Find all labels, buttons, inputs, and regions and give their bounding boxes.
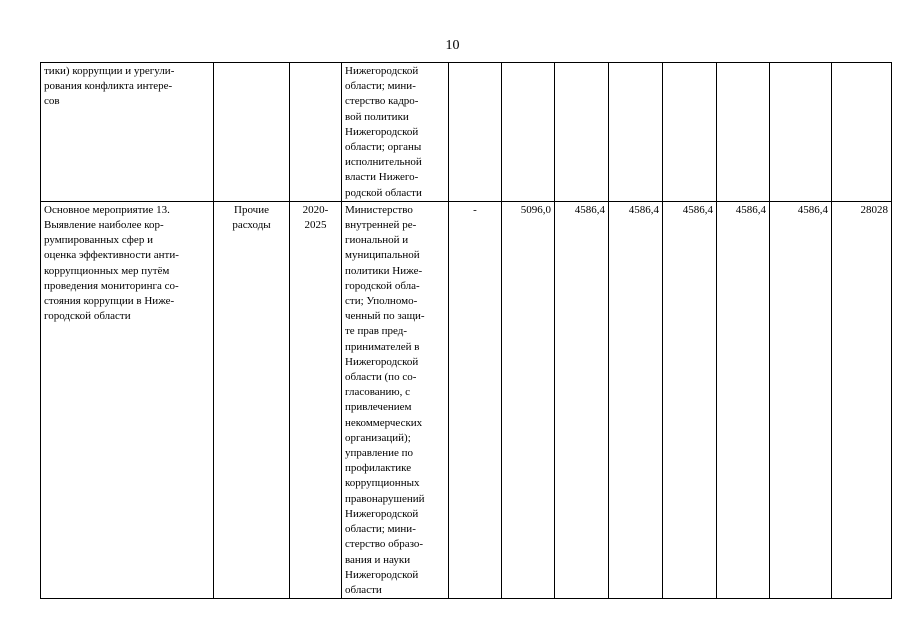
total-cell [832, 63, 892, 202]
value-cell: 4586,4 [555, 201, 609, 598]
executors-cell: Министерство внутренней ре- гиональной и муниципальной политики Ниже- городской обла- сти; Уполномо- ченный по защи- те прав пред- принимателей в Нижегородской области (по со- гласованию, с привлечением некоммерческих организаций); управление по профилактике коррупционных правонарушений Нижегородской области; мини- стерство образо- вания и науки Нижегородской области [342, 201, 449, 598]
funding-source-cell: Прочие расходы [214, 201, 290, 598]
value-cell: 4586,4 [609, 201, 663, 598]
program-activities-table [40, 62, 892, 599]
funding-source-cell [214, 63, 290, 202]
page-number: 10 [445, 38, 460, 53]
value-cell [663, 63, 717, 202]
value-cell [449, 63, 502, 202]
period-cell: 2020- 2025 [290, 201, 342, 598]
value-cell [555, 63, 609, 202]
activity-cell: тики) коррупции и урегули- рования конфликта интере- сов [41, 63, 214, 202]
period-cell [290, 63, 342, 202]
table-row [41, 201, 892, 598]
table-row [41, 63, 892, 202]
value-cell: 4586,4 [663, 201, 717, 598]
executors-cell: Нижегородской области; мини- стерство кадро- вой политики Нижегородской области; органы исполнительной власти Нижего- родской области [342, 63, 449, 202]
value-cell: 5096,0 [502, 201, 555, 598]
total-cell: 28028 [832, 201, 892, 598]
value-cell [717, 63, 770, 202]
value-cell [609, 63, 663, 202]
value-cell: - [449, 201, 502, 598]
value-cell: 4586,4 [717, 201, 770, 598]
value-cell [502, 63, 555, 202]
value-cell: 4586,4 [770, 201, 832, 598]
activity-cell: Основное мероприятие 13. Выявление наиболее кор- румпированных сфер и оценка эффективности анти- коррупционных мер путём проведения мониторинга со- стояния коррупции в Ниже- городской области [41, 201, 214, 598]
value-cell [770, 63, 832, 202]
